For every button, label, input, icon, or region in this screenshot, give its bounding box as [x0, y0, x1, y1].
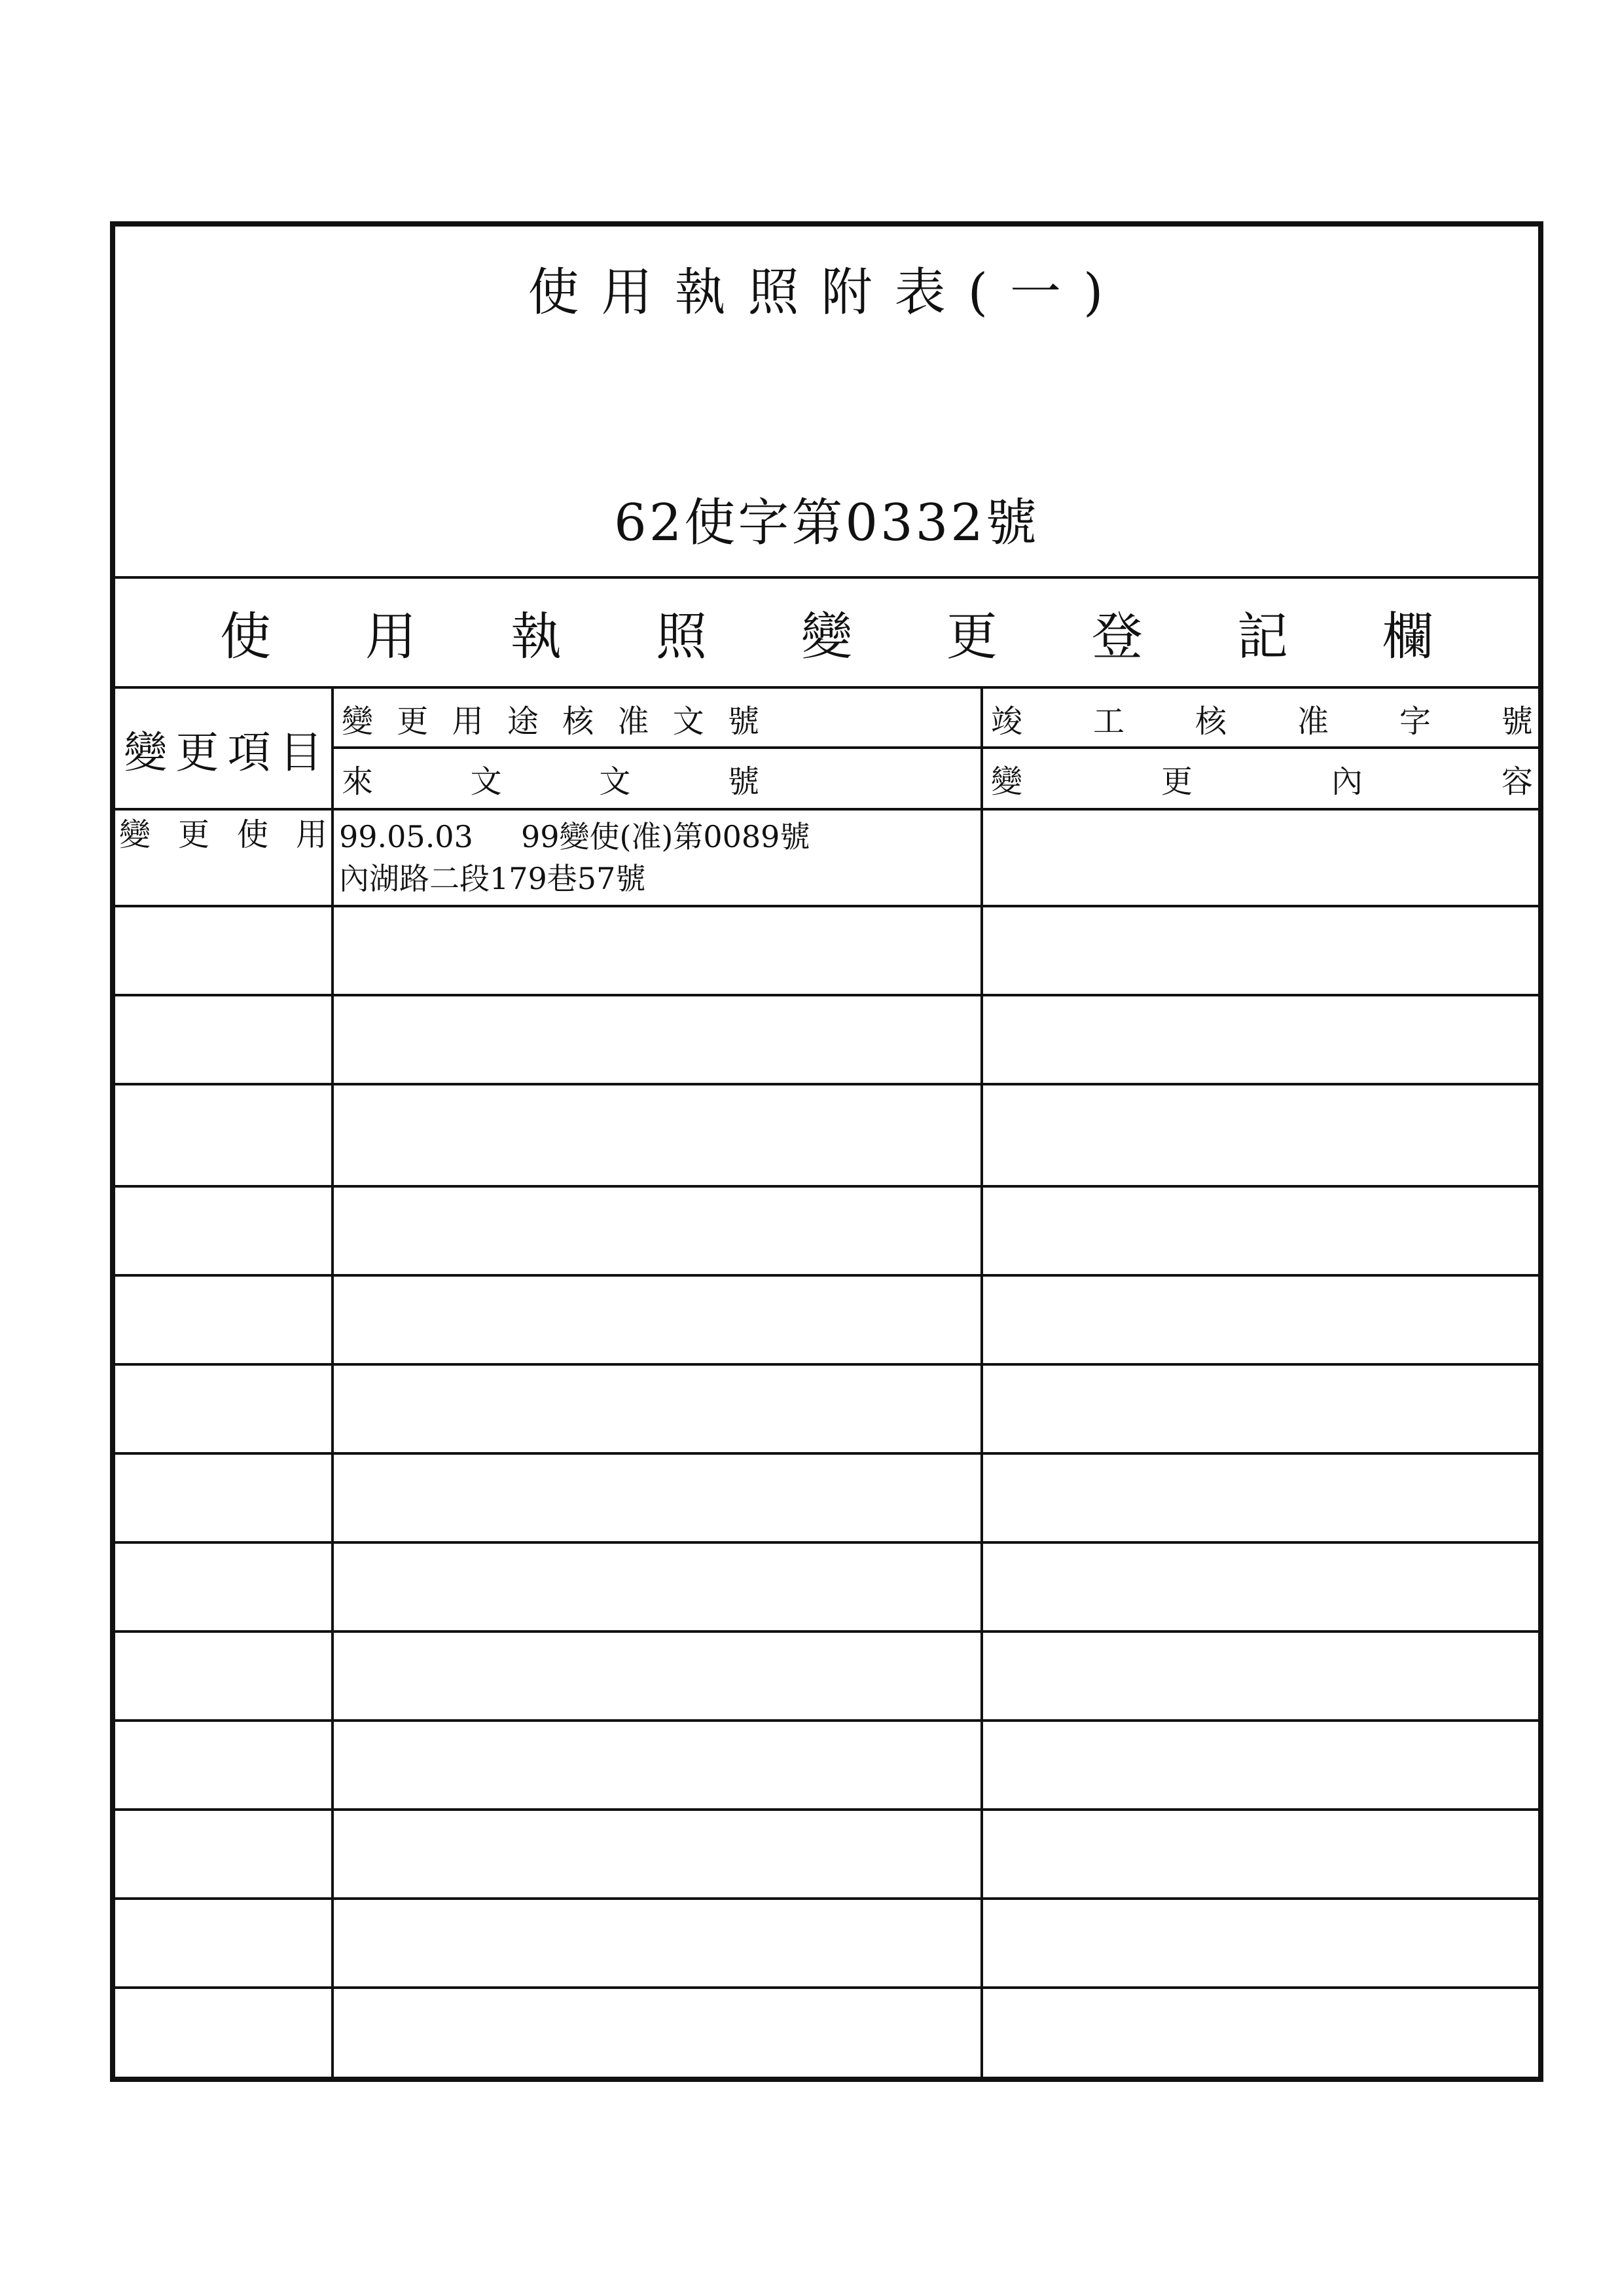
divider-under-title [115, 576, 1538, 579]
header-char: 號 [727, 702, 759, 740]
header-char: 來 [342, 763, 374, 800]
section-title-char: 登 [1091, 608, 1143, 666]
header-change-item-char: 更 [175, 727, 219, 778]
section-title-char: 記 [1236, 608, 1288, 666]
header-char: 准 [617, 702, 649, 740]
row-divider [115, 994, 1538, 996]
row-item-char: 使 [236, 816, 268, 853]
section-title-char: 使 [220, 608, 272, 666]
header-char: 文 [672, 702, 704, 740]
header-char: 更 [1160, 763, 1193, 800]
row-divider [115, 1808, 1538, 1811]
row-divider [115, 1897, 1538, 1900]
header-char: 途 [507, 702, 539, 740]
header-inner-divider [334, 746, 1538, 749]
header-char: 字 [1399, 702, 1431, 740]
row-divider [115, 1185, 1538, 1188]
header-change-item-char: 項 [227, 727, 271, 778]
row-divider [115, 1986, 1538, 1989]
row-divider [115, 1452, 1538, 1455]
section-title-char: 變 [800, 608, 852, 666]
section-title [141, 593, 1512, 672]
header-completion-no [987, 689, 1537, 748]
row-item-char: 變 [119, 816, 151, 853]
row-divider [115, 1083, 1538, 1085]
header-char: 變 [991, 763, 1023, 800]
row-divider [115, 905, 1538, 907]
row-divider [115, 1630, 1538, 1633]
header-char: 核 [1195, 702, 1227, 740]
header-char: 號 [1501, 702, 1533, 740]
header-char: 號 [727, 763, 759, 800]
header-char: 文 [599, 763, 631, 800]
header-char: 竣 [991, 702, 1023, 740]
permit-number: 62使字第0332號 [614, 494, 1039, 553]
document-frame [110, 221, 1543, 2082]
row-item-char: 用 [295, 816, 327, 853]
header-char: 容 [1501, 763, 1533, 800]
header-change-item-char: 變 [124, 727, 168, 778]
header-char: 准 [1297, 702, 1329, 740]
header-char: 文 [470, 763, 502, 800]
header-change-item [115, 687, 331, 809]
row-divider [115, 1541, 1538, 1544]
column-divider-right [980, 686, 983, 2077]
section-title-char: 更 [946, 608, 998, 666]
header-char: 工 [1092, 702, 1124, 740]
document-title: 使用執照附表(一) [528, 263, 1126, 322]
section-title-char: 照 [655, 608, 707, 666]
row-change-item [118, 812, 329, 851]
row-divider [115, 1274, 1538, 1277]
header-char: 核 [562, 702, 594, 740]
header-char: 用 [452, 702, 484, 740]
header-approval-doc-no [338, 689, 763, 748]
header-change-content [987, 749, 1537, 808]
row-address-line: 內湖路二段179巷57號 [339, 861, 646, 896]
header-bottom-divider [115, 808, 1538, 811]
row-divider [115, 1363, 1538, 1366]
header-incoming-doc-no [338, 749, 763, 808]
row-divider [115, 1719, 1538, 1722]
header-change-item-char: 目 [279, 727, 323, 778]
row-approval-doc-line: 99.05.03 99變使(准)第0089號 [339, 819, 810, 854]
row-item-char: 更 [177, 816, 209, 853]
header-char: 內 [1331, 763, 1363, 800]
header-char: 變 [342, 702, 374, 740]
header-char: 更 [397, 702, 429, 740]
section-title-char: 執 [510, 608, 562, 666]
section-title-char: 欄 [1382, 608, 1433, 666]
column-divider-left [331, 686, 334, 2077]
section-title-char: 用 [365, 608, 416, 666]
